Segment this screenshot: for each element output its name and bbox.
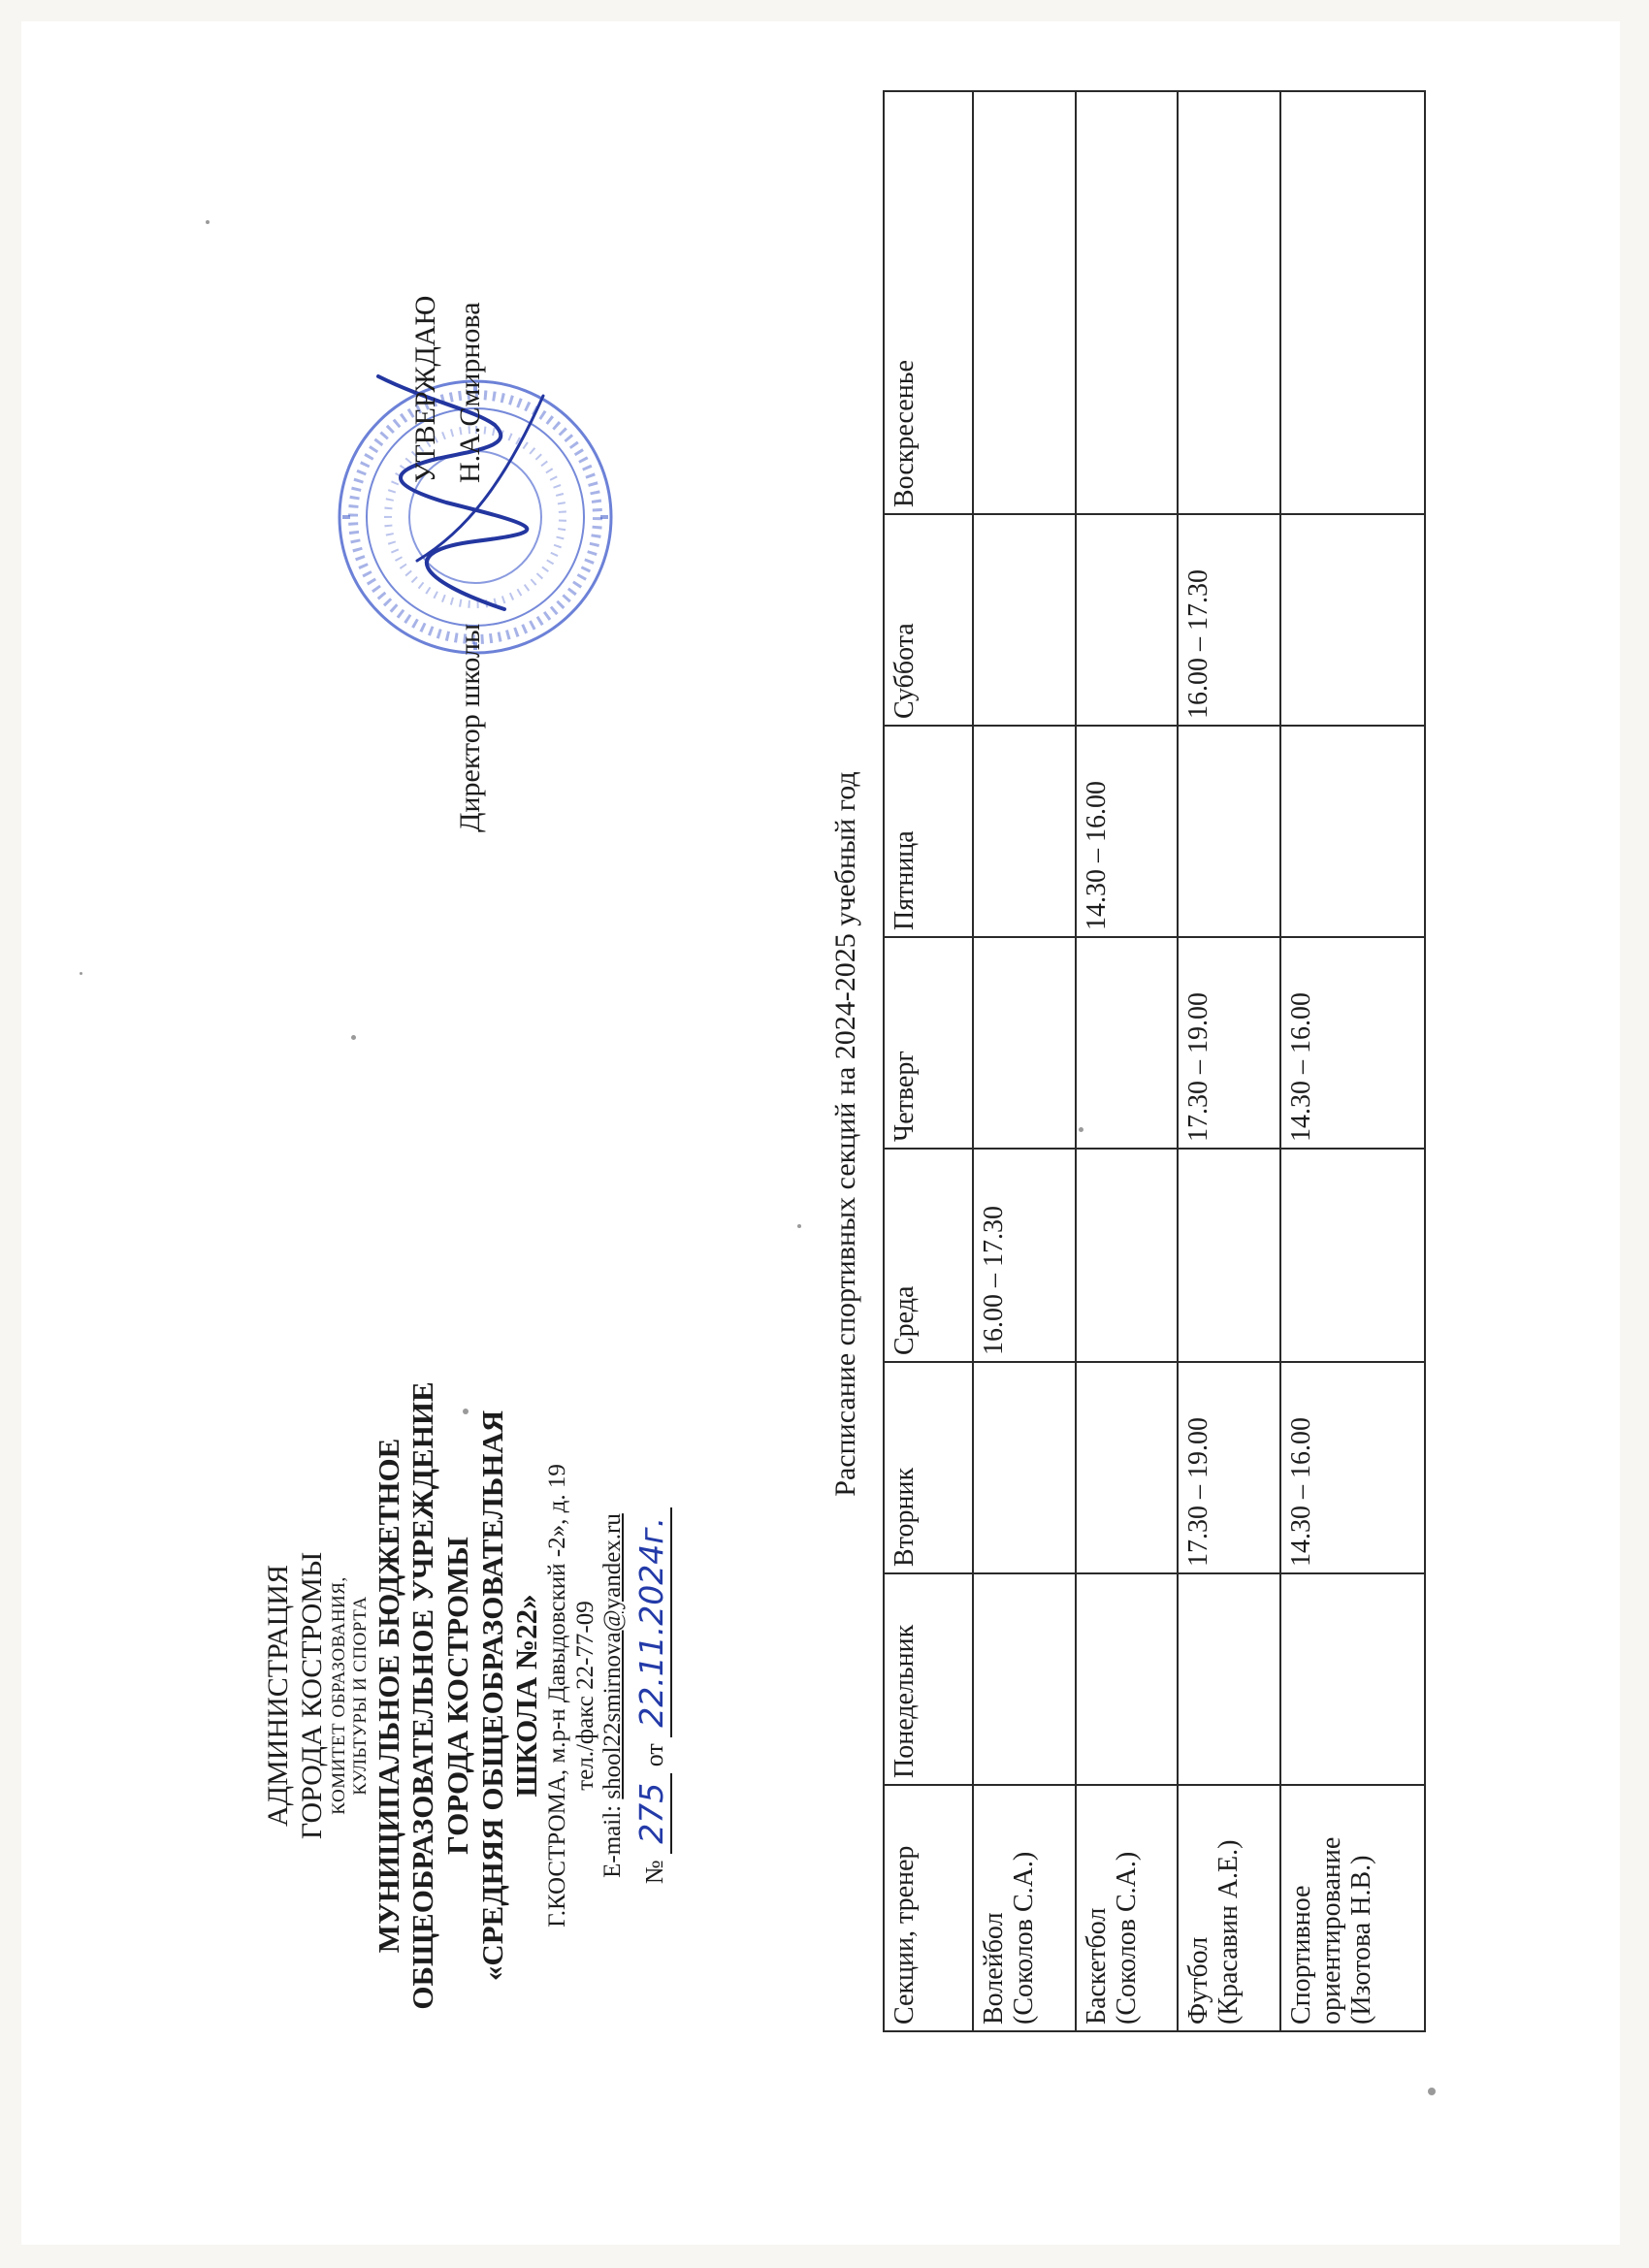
header-saturday: Суббота [884, 514, 973, 726]
letterhead [262, 1337, 672, 2055]
schedule-cell-wednesday [1076, 1149, 1179, 1362]
letterhead-email-line [599, 1337, 628, 2055]
schedule-cell-wednesday: 16.00 – 17.30 [973, 1149, 1076, 1362]
schedule-cell-sunday [1178, 91, 1280, 514]
table-row [973, 91, 1076, 2031]
header-friday: Пятница [884, 726, 973, 937]
schedule-cell-tuesday: 17.30 – 19.00 [1178, 1362, 1280, 1573]
schedule-cell-saturday [1280, 514, 1425, 726]
section-name: Волейбол [979, 1912, 1009, 2025]
table-row [1178, 91, 1280, 2031]
schedule-cell-tuesday [973, 1362, 1076, 1573]
approval-block [398, 173, 543, 832]
section-name: Баскетбол [1081, 1907, 1112, 2025]
schedule-cell-friday [1280, 726, 1425, 937]
section-cell [1076, 1785, 1179, 2031]
schedule-title: Расписание спортивных секций на 2024-2025 учебный год [829, 771, 861, 1497]
header-monday: Понедельник [884, 1573, 973, 1785]
letterhead-institution-5: ШКОЛА №22» [509, 1594, 544, 1798]
header-sunday: Воскресенье [884, 91, 973, 514]
schedule-cell-monday [1076, 1573, 1179, 1785]
email-label: E-mail: [599, 1798, 627, 1878]
letterhead-institution-1: МУНИЦИПАЛЬНОЕ БЮДЖЕТНОЕ [371, 1438, 405, 1954]
section-cell [973, 1785, 1076, 2031]
number-label: № [640, 1860, 669, 1885]
section-cell [1178, 1785, 1280, 2031]
director-position: Директор школы [454, 623, 486, 832]
section-coach: (Соколов С.А.) [1008, 1851, 1039, 2025]
handwritten-number: 275 [633, 1773, 672, 1854]
letterhead-institution-3: ГОРОДА КОСТРОМЫ [439, 1537, 474, 1855]
letterhead-administration: АДМИНИСТРАЦИЯ [262, 1565, 294, 1827]
handwritten-date: 22.11.2024г. [633, 1507, 672, 1737]
director-name: Н.А.Смирнова [454, 302, 486, 483]
schedule-cell-sunday [1280, 91, 1425, 514]
email-link[interactable]: shool22smirnova@yandex.ru [599, 1513, 627, 1799]
letterhead-phone: тел./факс 22-77-09 [571, 1601, 598, 1791]
schedule-cell-saturday [973, 514, 1076, 726]
header-wednesday: Среда [884, 1149, 973, 1362]
outgoing-number-line [633, 1337, 672, 2055]
letterhead-city: ГОРОДА КОСТРОМЫ [295, 1551, 328, 1840]
schedule-cell-sunday [973, 91, 1076, 514]
schedule-cell-friday [973, 726, 1076, 937]
schedule-cell-thursday: 17.30 – 19.00 [1178, 937, 1280, 1149]
schedule-cell-tuesday: 14.30 – 16.00 [1280, 1362, 1425, 1573]
letterhead-institution-2: ОБЩЕОБРАЗОВАТЕЛЬНОЕ УЧРЕЖДЕНИЕ [405, 1381, 440, 2010]
schedule-cell-monday [1280, 1573, 1425, 1785]
letterhead-institution-4: «СРЕДНЯЯ ОБЩЕОБРАЗОВАТЕЛЬНАЯ [474, 1409, 509, 1982]
schedule-cell-thursday: 14.30 – 16.00 [1280, 937, 1425, 1149]
section-cell [1280, 1785, 1425, 2031]
letterhead-committee: КОМИТЕТ ОБРАЗОВАНИЯ, [329, 1576, 349, 1815]
table-header-row [884, 91, 973, 2031]
date-label: от [640, 1743, 669, 1767]
header-tuesday: Вторник [884, 1362, 973, 1573]
schedule-cell-friday [1178, 726, 1280, 937]
header-sections: Секции, тренер [884, 1785, 973, 2031]
schedule-cell-friday: 14.30 – 16.00 [1076, 726, 1179, 937]
schedule-table [883, 90, 1426, 2032]
schedule-cell-tuesday [1076, 1362, 1179, 1573]
schedule-cell-wednesday [1280, 1149, 1425, 1362]
section-coach: (Соколов С.А.) [1111, 1851, 1142, 2025]
letterhead-committee-cont: КУЛЬТУРЫ И СПОРТА [349, 1596, 371, 1796]
header-thursday: Четверг [884, 937, 973, 1149]
letterhead-address: Г.КОСТРОМА, м.р-н Давыдовский -2», д. 19 [543, 1464, 570, 1928]
section-coach: (Красавин А.Е.) [1213, 1839, 1245, 2025]
approval-title: УТВЕРЖДАЮ [409, 295, 441, 483]
schedule-cell-monday [1178, 1573, 1280, 1785]
schedule-cell-thursday [1076, 937, 1179, 1149]
schedule-cell-wednesday [1178, 1149, 1280, 1362]
section-name: Спортивное ориентирование [1286, 1836, 1346, 2025]
schedule-cell-saturday [1076, 514, 1179, 726]
schedule-cell-sunday [1076, 91, 1179, 514]
section-name: Футбол [1183, 1936, 1214, 2025]
schedule-cell-thursday [973, 937, 1076, 1149]
schedule-cell-monday [973, 1573, 1076, 1785]
section-coach: (Изотова Н.В.) [1345, 1855, 1376, 2025]
table-row [1280, 91, 1425, 2031]
schedule-cell-saturday: 16.00 – 17.30 [1178, 514, 1280, 726]
table-row [1076, 91, 1179, 2031]
